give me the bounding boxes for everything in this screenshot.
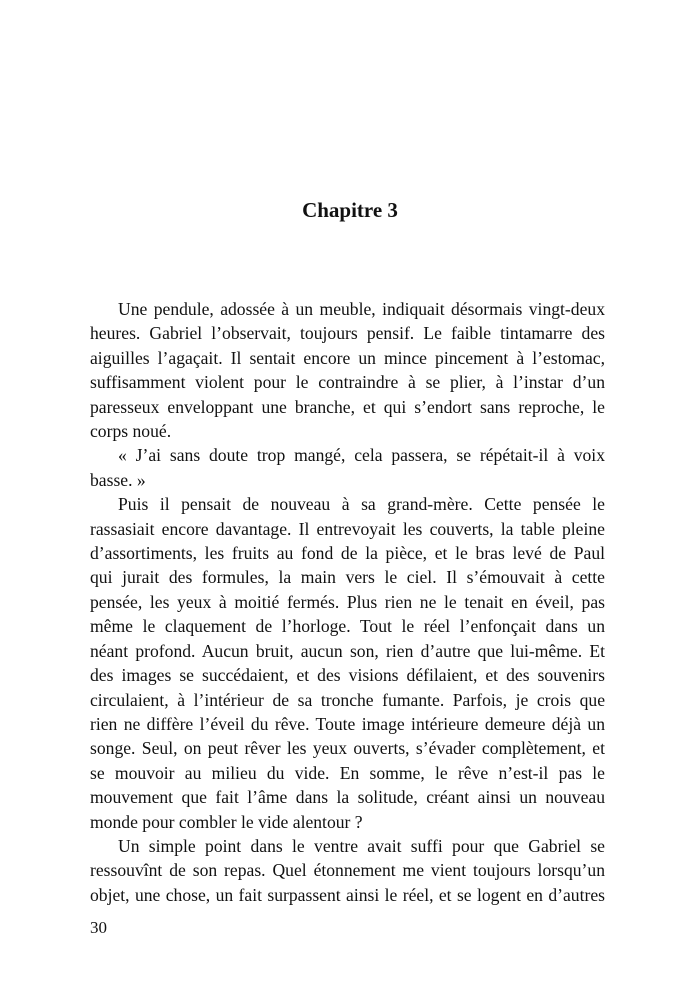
- text-line: « J’ai sans doute trop mangé, cela passera, se répétait-il à voix: [118, 445, 605, 466]
- text-line: paresseux enveloppant une branche, et qui s’endort sans reproche, le: [90, 396, 605, 417]
- text-line: même le claquement de l’horloge. Tout le réel l’enfonçait dans un: [90, 616, 605, 637]
- text-line: circulaient, à l’intérieur de sa tronche fumante. Parfois, je crois que: [90, 689, 605, 710]
- text-line: se mouvoir au milieu du vide. En somme, le rêve n’est-il pas le: [90, 762, 605, 783]
- text-line: néant profond. Aucun bruit, aucun son, rien d’autre que lui-même. Et: [90, 640, 605, 661]
- text-line: rien ne diffère l’éveil du rêve. Toute image intérieure demeure déjà un: [90, 713, 605, 734]
- text-line: mouvement que fait l’âme dans la solitude, créant ainsi un nouveau: [90, 787, 605, 808]
- text-line: Un simple point dans le ventre avait suffi pour que Gabriel se: [118, 835, 605, 856]
- text-line: pensée, les yeux à moitié fermés. Plus rien ne le tenait en éveil, pas: [90, 591, 605, 612]
- text-line: ressouvînt de son repas. Quel étonnement me vient toujours lorsqu’un: [90, 860, 605, 881]
- page-number: 30: [90, 918, 107, 937]
- chapter-title: Chapitre 3: [302, 198, 398, 222]
- text-line: qui jurait des formules, la main vers le ciel. Il s’émouvait à cette: [90, 567, 605, 588]
- paragraph: [90, 492, 605, 834]
- text-line: des images se succédaient, et des visions défilaient, et des souvenirs: [90, 665, 605, 686]
- text-line: monde pour combler le vide alentour ?: [90, 811, 363, 832]
- text-line: heures. Gabriel l’observait, toujours pensif. Le faible tintamarre des: [90, 323, 605, 344]
- text-line: d’assortiments, les fruits au fond de la pièce, et le bras levé de Paul: [90, 543, 605, 564]
- paragraph: [90, 834, 605, 907]
- text-line: songe. Seul, on peut rêver les yeux ouverts, s’évader complètement, et: [90, 738, 605, 759]
- text-line: suffisamment violent pour le contraindre à se plier, à l’instar d’un: [90, 372, 605, 393]
- text-line: objet, une chose, un fait surpassent ainsi le réel, et se logent en d’autres: [90, 884, 605, 905]
- text-line: Une pendule, adossée à un meuble, indiquait désormais vingt-deux: [118, 299, 605, 319]
- text-line: rassasiait encore davantage. Il entrevoyait les couverts, la table pleine: [90, 518, 605, 539]
- text-line: Puis il pensait de nouveau à sa grand-mère. Cette pensée le: [118, 494, 605, 515]
- paragraph: [90, 297, 605, 443]
- body-text: [90, 297, 605, 907]
- text-line: aiguilles l’agaçait. Il sentait encore un mince pincement à l’estomac,: [90, 347, 605, 368]
- text-line: corps noué.: [90, 421, 172, 442]
- paragraph: [90, 443, 605, 492]
- text-line: basse. »: [90, 469, 146, 490]
